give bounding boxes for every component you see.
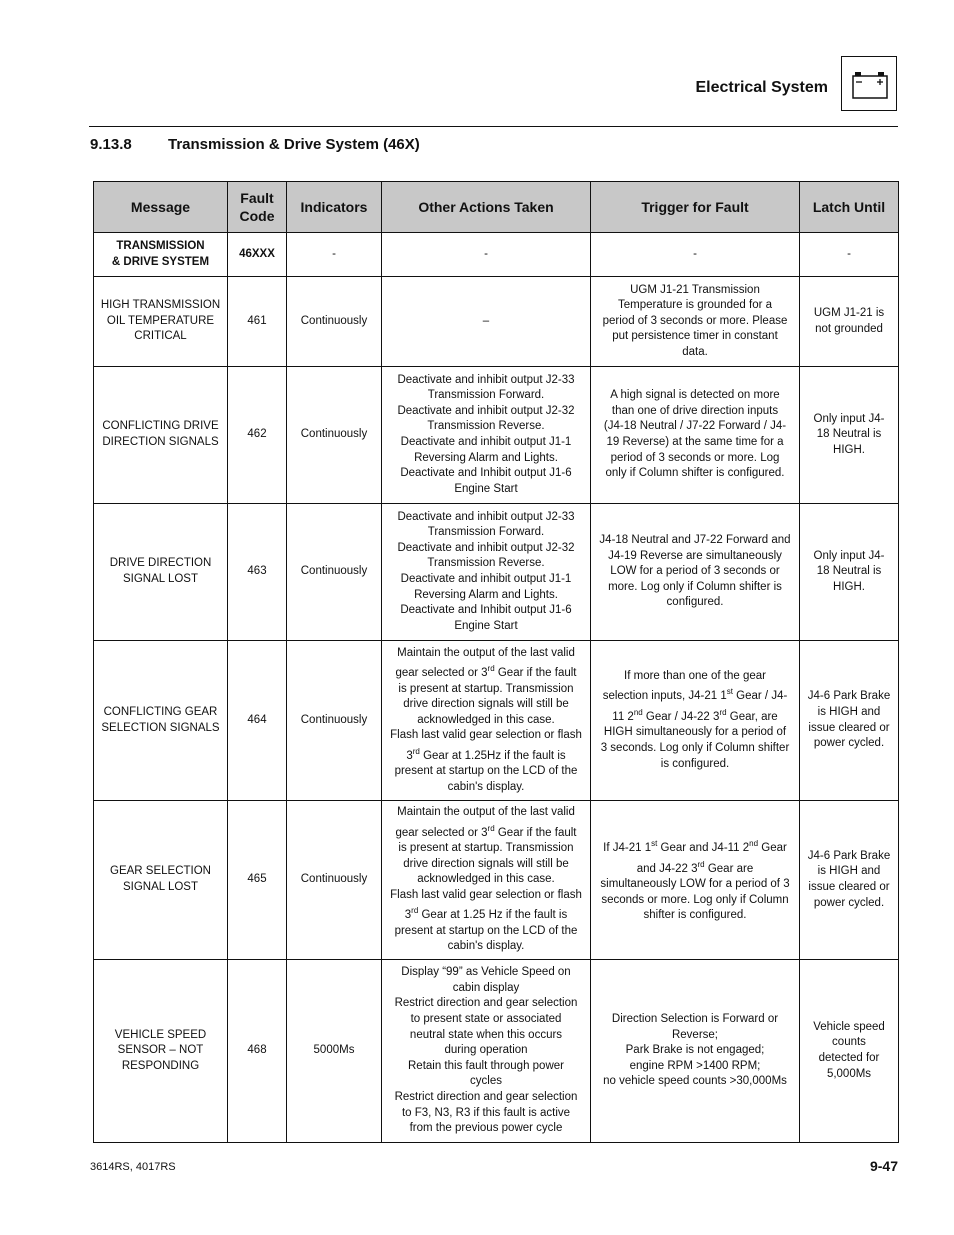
cell-line: – (482, 314, 490, 327)
column-header: Other Actions Taken (382, 182, 591, 233)
fault-table (93, 181, 899, 1143)
cell-line: Flash last valid gear selection or flash (390, 888, 582, 901)
fault-code-cell: 462 (228, 367, 287, 504)
cell-line: Deactivate and inhibit output J1-1 (400, 436, 572, 448)
cell-line: A high signal is detected on more (610, 389, 780, 402)
cell-line: present at startup on the LCD of the (394, 765, 578, 778)
indicators-cell: Continuously (287, 367, 382, 504)
cell-line: Transmission Forward. (427, 526, 545, 539)
cell-line: configured. (666, 596, 724, 609)
message-cell (94, 641, 228, 801)
cell-line: 3 seconds. Log only if Column shifter (600, 741, 790, 754)
cell-line: J4-18 Neutral and J7-22 Forward and (599, 534, 791, 547)
cell-line: Vehicle speed (813, 1020, 885, 1033)
cell-line: cycles (470, 1075, 502, 1088)
cell-line: simultaneously LOW for a period of 3 (600, 878, 790, 891)
column-header: Message (94, 182, 228, 233)
indicators-cell: Continuously (287, 641, 382, 801)
trigger-cell (591, 277, 800, 367)
fault-code-cell: 468 (228, 960, 287, 1143)
cell-line: Reversing Alarm and Lights. (414, 451, 558, 464)
cell-line: power cycled. (813, 896, 885, 909)
table-row (94, 801, 899, 960)
cell-line: no vehicle speed counts >30,000Ms (603, 1075, 787, 1088)
actions-cell (382, 233, 591, 277)
cell-line: seconds or more. Log only if Column (601, 893, 789, 906)
cell-line: UGM J1-21 Transmission (630, 283, 760, 296)
section-title: Transmission & Drive System (46X) (168, 136, 420, 153)
cell-line: 18 Neutral is (816, 565, 882, 578)
cell-line: - (847, 247, 851, 260)
cell-line: If more than one of the gear (624, 669, 766, 682)
cell-line: from the previous power cycle (409, 1122, 563, 1135)
table-row (94, 277, 899, 367)
cell-line: J4-6 Park Brake (807, 849, 891, 862)
cell-line: Flash last valid gear selection or flash (390, 729, 582, 742)
cell-line: Restrict direction and gear selection (394, 997, 578, 1010)
cell-line: Maintain the output of the last valid (397, 646, 575, 659)
cell-line: J4-6 Park Brake (807, 690, 891, 703)
cell-line: 18 Neutral is (816, 428, 882, 441)
cell-line: not grounded (815, 322, 883, 335)
cell-line: Only input J4- (813, 549, 885, 562)
cell-line: Deactivate and Inhibit output J1-6 (400, 467, 572, 480)
cell-line: OIL TEMPERATURE (106, 314, 215, 327)
cell-line: cabin's display. (447, 780, 525, 793)
cell-line: If J4-21 1st Gear and J4-11 2nd Gear (603, 839, 787, 855)
cell-line: and J4-22 3rd Gear are (636, 859, 754, 875)
trigger-cell (591, 641, 800, 801)
latch-cell (800, 277, 899, 367)
header-title: Electrical System (695, 79, 828, 96)
cell-line: - (693, 247, 697, 260)
cell-line: counts (832, 1036, 866, 1049)
page-number: 9-47 (869, 1158, 898, 1174)
cell-line: during operation (444, 1044, 528, 1057)
cell-line: acknowledged in this case. (417, 873, 555, 886)
cell-line: HIGH simultaneously for a period of (603, 726, 787, 739)
cell-line: period of 3 seconds or more. Please (602, 314, 788, 327)
cell-line: Restrict direction and gear selection (394, 1090, 578, 1103)
cell-line: Deactivate and inhibit output J1-1 (400, 573, 572, 585)
latch-cell (800, 233, 899, 277)
cell-line: neutral state when this occurs (409, 1028, 563, 1041)
cell-line: UGM J1-21 is (813, 306, 885, 319)
cell-line: SELECTION SIGNALS (101, 721, 220, 734)
trigger-cell (591, 233, 800, 277)
actions-cell (382, 801, 591, 960)
actions-cell (382, 367, 591, 504)
message-cell (94, 367, 228, 504)
cell-line: 5,000Ms (826, 1067, 872, 1080)
cell-line: HIGH. (833, 580, 865, 593)
cell-line: RESPONDING (121, 1059, 200, 1072)
cell-line: (J4-18 Neutral / J7-22 Forward / J4- (603, 420, 787, 433)
cell-line: 3rd Gear at 1.25 Hz if the fault is (404, 906, 568, 922)
cell-line: only if Column shifter is configured. (605, 467, 785, 480)
indicators-cell: - (287, 233, 382, 277)
message-cell (94, 504, 228, 641)
cell-line: than one of drive direction inputs (611, 404, 779, 417)
trigger-cell (591, 960, 800, 1143)
cell-line: to present state or associated (410, 1013, 562, 1026)
cell-line: more. Log only if Column shifter is (608, 580, 782, 593)
cell-line: Temperature is grounded for a (617, 299, 773, 312)
cell-line: DRIVE DIRECTION (109, 557, 212, 570)
cell-line: is present at startup. Transmission (398, 682, 574, 695)
cell-line: put persistence timer in constant (612, 330, 778, 343)
cell-line: is HIGH and (817, 705, 881, 718)
cell-line: cabin display (452, 981, 520, 994)
message-cell (94, 277, 228, 367)
cell-line: is present at startup. Transmission (398, 842, 574, 855)
cell-line: HIGH. (833, 443, 865, 456)
cell-line: Reversing Alarm and Lights. (414, 588, 558, 601)
cell-line: Engine Start (454, 482, 518, 495)
table-row (94, 233, 899, 277)
cell-line: to F3, N3, R3 if this fault is active (401, 1106, 571, 1119)
cell-line: GEAR SELECTION (110, 865, 211, 878)
cell-line: drive direction signals will still be (403, 857, 569, 870)
cell-line: engine RPM >1400 RPM; (629, 1059, 761, 1072)
cell-line: CRITICAL (134, 330, 187, 343)
cell-line: period of 3 seconds or more. Log (610, 451, 780, 464)
indicators-cell: Continuously (287, 504, 382, 641)
cell-line: cabin's display. (447, 940, 525, 953)
fault-code-cell: 463 (228, 504, 287, 641)
cell-line: Deactivate and inhibit output J2-32 (397, 541, 575, 554)
actions-cell (382, 504, 591, 641)
trigger-cell (591, 504, 800, 641)
actions-cell (382, 960, 591, 1143)
column-header: Fault Code (228, 182, 287, 233)
header-rule (89, 126, 898, 127)
trigger-cell (591, 801, 800, 960)
latch-cell (800, 504, 899, 641)
cell-line: is HIGH and (817, 865, 881, 878)
cell-line: Display “99” as Vehicle Speed on (401, 966, 571, 979)
latch-cell (800, 641, 899, 801)
cell-line: CONFLICTING DRIVE (102, 420, 219, 433)
footer-models: 3614RS, 4017RS (90, 1161, 176, 1173)
indicators-cell: Continuously (287, 277, 382, 367)
cell-line: J4-19 Reverse are simultaneously (608, 549, 782, 562)
latch-cell (800, 367, 899, 504)
cell-line: Direction Selection is Forward or (611, 1013, 779, 1026)
cell-line: selection inputs, J4-21 1st Gear / J4- (602, 687, 788, 703)
latch-cell (800, 960, 899, 1143)
indicators-cell: Continuously (287, 801, 382, 960)
cell-line: gear selected or 3rd Gear if the fault (395, 664, 577, 679)
actions-cell (382, 277, 591, 367)
cell-line: detected for (818, 1052, 880, 1064)
trigger-cell (591, 367, 800, 504)
section-number: 9.13.8 (90, 136, 132, 153)
cell-line: 19 Reverse) at the same time for a (606, 436, 784, 448)
cell-line: VEHICLE SPEED (114, 1028, 207, 1041)
cell-line: TRANSMISSION (116, 239, 205, 252)
table-row (94, 641, 899, 801)
cell-line: CONFLICTING GEAR (103, 705, 218, 718)
message-cell (94, 960, 228, 1143)
column-header: Indicators (287, 182, 382, 233)
cell-line: Reverse; (671, 1028, 719, 1041)
table-row (94, 367, 899, 504)
fault-code-cell: 464 (228, 641, 287, 801)
cell-line: 11 2nd Gear / J4-22 3rd Gear, are (612, 707, 778, 723)
battery-icon-box (841, 56, 897, 111)
cell-line: SIGNAL LOST (123, 573, 198, 585)
cell-line: issue cleared or (808, 881, 890, 893)
cell-line: data. (682, 345, 708, 358)
column-header: Trigger for Fault (591, 182, 800, 233)
cell-line: Transmission Reverse. (427, 557, 545, 570)
cell-line: Deactivate and Inhibit output J1-6 (400, 604, 572, 617)
cell-line: - (484, 247, 488, 260)
cell-line: gear selected or 3rd Gear if the fault (395, 823, 577, 839)
indicators-cell: 5000Ms (287, 960, 382, 1143)
column-header: Latch Until (800, 182, 899, 233)
cell-line: & DRIVE SYSTEM (111, 255, 210, 268)
fault-code-cell: 465 (228, 801, 287, 960)
cell-line: DIRECTION SIGNALS (102, 436, 219, 448)
cell-line: LOW for a period of 3 seconds or (610, 565, 780, 578)
cell-line: shifter is configured. (643, 909, 747, 922)
fault-rows (94, 233, 899, 1143)
cell-line: acknowledged in this case. (417, 713, 555, 726)
message-cell (94, 233, 228, 277)
cell-line: Deactivate and inhibit output J2-33 (397, 373, 575, 386)
cell-line: power cycled. (813, 737, 885, 750)
cell-line: Deactivate and inhibit output J2-33 (397, 510, 575, 523)
fault-code-cell: 461 (228, 277, 287, 367)
latch-cell (800, 801, 899, 960)
cell-line: Deactivate and inhibit output J2-32 (397, 404, 575, 417)
section-heading (90, 136, 420, 153)
cell-line: 3rd Gear at 1.25Hz if the fault is (406, 746, 566, 762)
message-cell (94, 801, 228, 960)
cell-line: Retain this fault through power (408, 1059, 564, 1072)
table-header-row (94, 182, 899, 233)
battery-icon (852, 71, 888, 99)
table-row (94, 960, 899, 1143)
cell-line: Maintain the output of the last valid (397, 806, 575, 818)
cell-line: HIGH TRANSMISSION (100, 299, 221, 312)
table-row (94, 504, 899, 641)
cell-line: drive direction signals will still be (403, 698, 569, 711)
cell-line: Transmission Reverse. (427, 420, 545, 433)
cell-line: SENSOR – NOT (117, 1044, 204, 1057)
cell-line: issue cleared or (808, 721, 890, 734)
cell-line: Only input J4- (813, 412, 885, 425)
cell-line: present at startup on the LCD of the (394, 924, 578, 937)
cell-line: Transmission Forward. (427, 389, 545, 402)
cell-line: is configured. (660, 757, 730, 770)
actions-cell (382, 641, 591, 801)
fault-code-cell: 46XXX (228, 233, 287, 277)
cell-line: Engine Start (454, 619, 518, 632)
cell-line: Park Brake is not engaged; (625, 1044, 765, 1057)
cell-line: SIGNAL LOST (123, 881, 198, 893)
